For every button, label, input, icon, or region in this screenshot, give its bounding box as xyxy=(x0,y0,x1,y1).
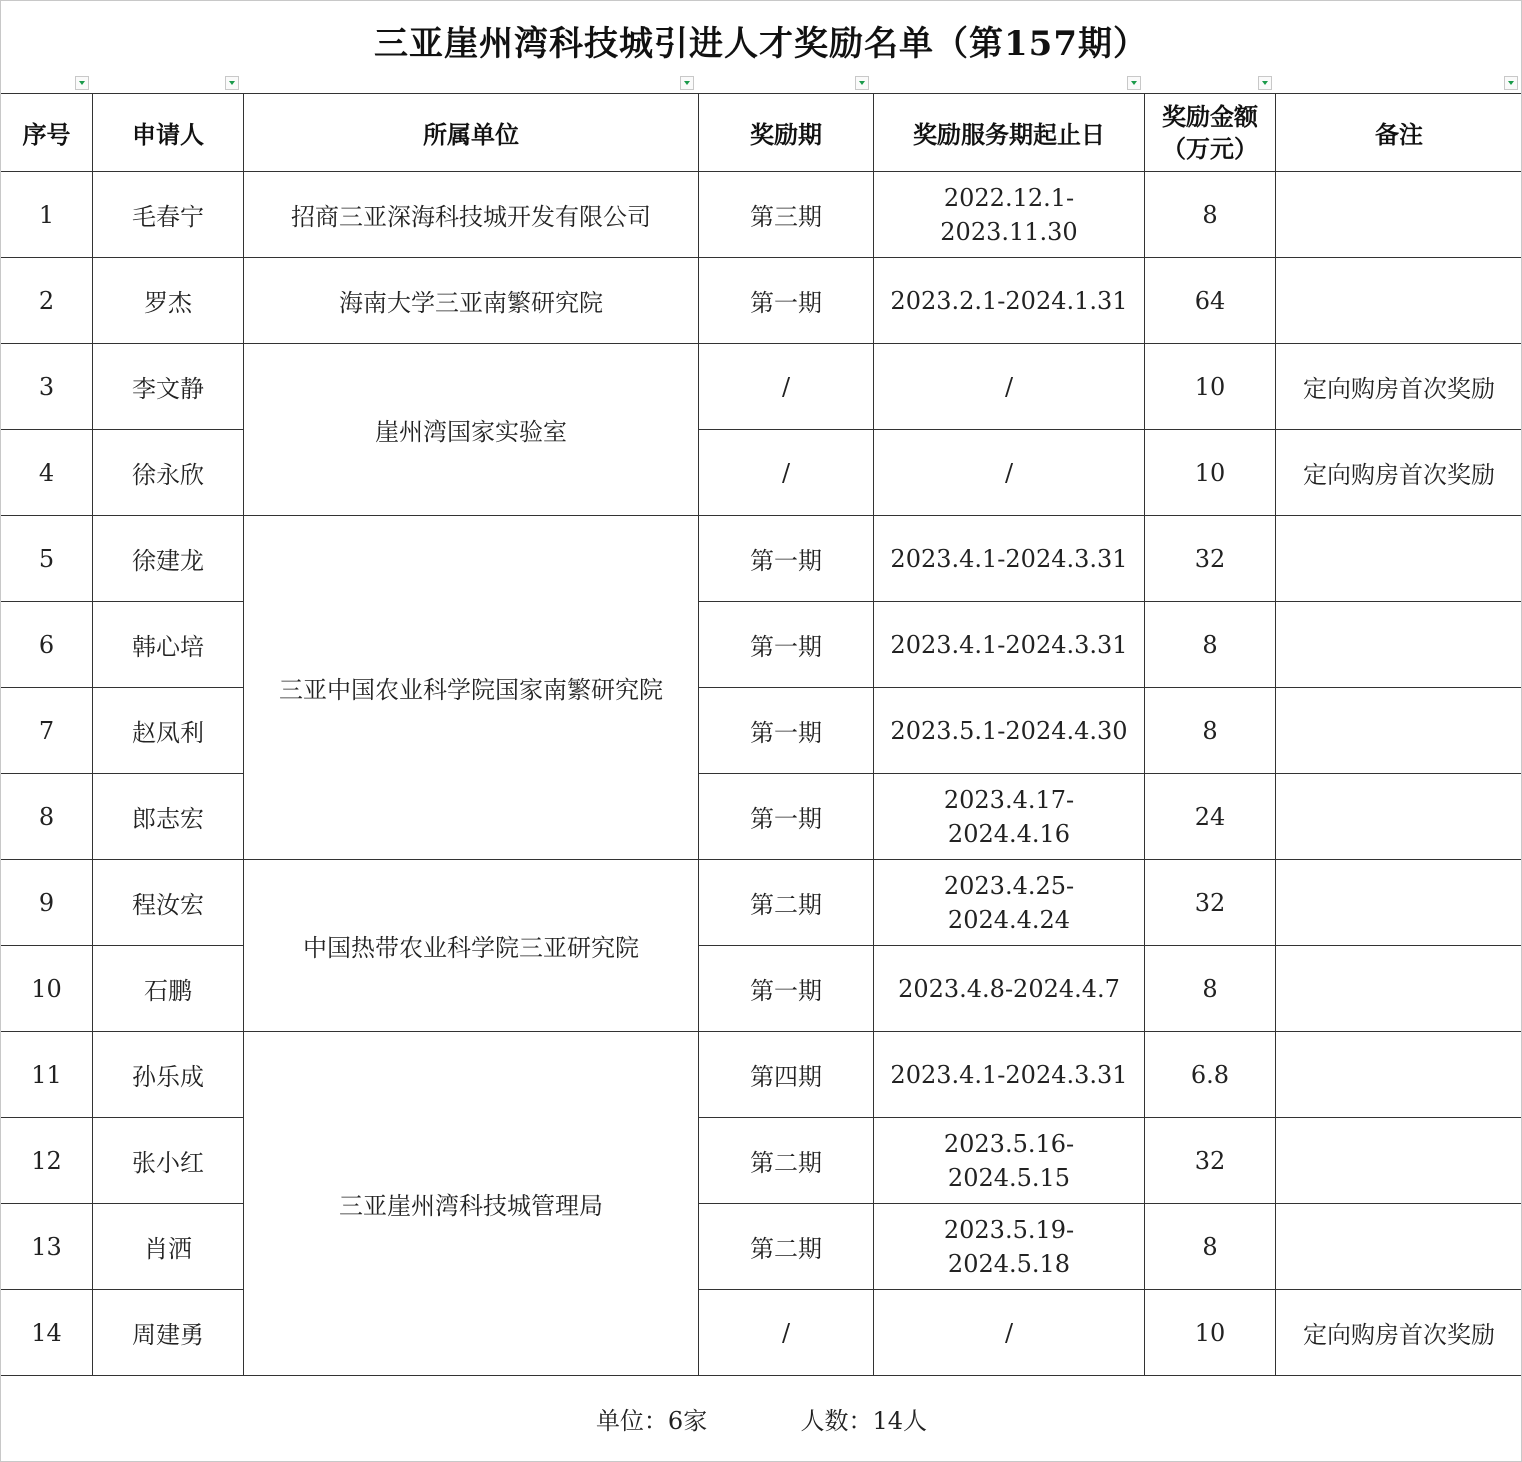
table-row xyxy=(1,602,1522,688)
header-no[interactable]: 序号 xyxy=(1,94,93,172)
cell-service-dates[interactable]: 2023.4.1-2024.3.31 xyxy=(874,516,1145,602)
header-amount-line1: 奖励金额 xyxy=(1162,101,1258,131)
date-line: 2022.12.1- xyxy=(943,183,1075,212)
cell-remark[interactable]: 定向购房首次奖励 xyxy=(1276,1290,1522,1376)
cell-no[interactable]: 9 xyxy=(1,860,93,946)
header-unit[interactable]: 所属单位 xyxy=(244,94,699,172)
cell-period[interactable]: / xyxy=(699,430,874,516)
cell-service-dates[interactable] xyxy=(874,172,1145,258)
filter-dropdown-icon[interactable] xyxy=(75,76,89,90)
header-row xyxy=(1,94,1522,172)
cell-period[interactable]: 第一期 xyxy=(699,946,874,1032)
cell-amount[interactable]: 32 xyxy=(1145,1118,1276,1204)
cell-no[interactable]: 3 xyxy=(1,344,93,430)
table-row xyxy=(1,774,1522,860)
table-row xyxy=(1,344,1522,430)
date-line: 2023.4.17- xyxy=(943,785,1075,814)
table-row xyxy=(1,1204,1522,1290)
cell-remark[interactable] xyxy=(1276,258,1522,344)
cell-service-dates[interactable]: / xyxy=(874,344,1145,430)
table-row xyxy=(1,516,1522,602)
cell-amount[interactable]: 8 xyxy=(1145,1204,1276,1290)
cell-remark[interactable]: 定向购房首次奖励 xyxy=(1276,344,1522,430)
cell-remark[interactable] xyxy=(1276,1118,1522,1204)
cell-service-dates[interactable]: / xyxy=(874,430,1145,516)
filter-dropdown-icon[interactable] xyxy=(1504,76,1518,90)
cell-unit[interactable]: 海南大学三亚南繁研究院 xyxy=(244,258,699,344)
cell-applicant[interactable]: 徐永欣 xyxy=(93,430,244,516)
header-period[interactable]: 奖励期 xyxy=(699,94,874,172)
header-applicant[interactable]: 申请人 xyxy=(93,94,244,172)
award-table xyxy=(0,93,1522,1462)
cell-remark[interactable] xyxy=(1276,516,1522,602)
cell-unit[interactable]: 崖州湾国家实验室 xyxy=(244,344,699,516)
cell-unit[interactable]: 中国热带农业科学院三亚研究院 xyxy=(244,860,699,1032)
cell-no[interactable]: 8 xyxy=(1,774,93,860)
cell-period[interactable]: 第二期 xyxy=(699,1118,874,1204)
cell-remark[interactable]: 定向购房首次奖励 xyxy=(1276,430,1522,516)
cell-remark[interactable] xyxy=(1276,172,1522,258)
date-line: 2024.5.15 xyxy=(947,1163,1071,1192)
cell-applicant[interactable]: 程汝宏 xyxy=(93,860,244,946)
footer-row xyxy=(1,1376,1522,1462)
cell-no[interactable]: 4 xyxy=(1,430,93,516)
cell-amount[interactable]: 10 xyxy=(1145,344,1276,430)
date-line: 2023.11.30 xyxy=(940,217,1078,246)
unit-count: 单位：6家 xyxy=(595,1407,708,1435)
cell-unit[interactable]: 三亚崖州湾科技城管理局 xyxy=(244,1032,699,1376)
cell-service-dates[interactable]: 2023.5.1-2024.4.30 xyxy=(874,688,1145,774)
cell-service-dates[interactable] xyxy=(874,860,1145,946)
cell-no[interactable]: 5 xyxy=(1,516,93,602)
filter-dropdown-icon[interactable] xyxy=(680,76,694,90)
cell-applicant[interactable]: 周建勇 xyxy=(93,1290,244,1376)
cell-applicant[interactable]: 张小红 xyxy=(93,1118,244,1204)
cell-period[interactable]: 第一期 xyxy=(699,602,874,688)
date-line: 2023.5.16- xyxy=(943,1129,1075,1158)
cell-no[interactable]: 10 xyxy=(1,946,93,1032)
header-amount-line2: （万元） xyxy=(1162,133,1258,163)
filter-dropdown-icon[interactable] xyxy=(855,76,869,90)
cell-no[interactable]: 14 xyxy=(1,1290,93,1376)
cell-unit[interactable]: 招商三亚深海科技城开发有限公司 xyxy=(244,172,699,258)
cell-period[interactable]: / xyxy=(699,344,874,430)
cell-no[interactable]: 6 xyxy=(1,602,93,688)
cell-applicant[interactable]: 孙乐成 xyxy=(93,1032,244,1118)
cell-amount[interactable]: 32 xyxy=(1145,516,1276,602)
cell-amount[interactable]: 10 xyxy=(1145,1290,1276,1376)
date-line: 2024.4.16 xyxy=(947,819,1071,848)
cell-applicant[interactable]: 石鹏 xyxy=(93,946,244,1032)
cell-amount[interactable]: 64 xyxy=(1145,258,1276,344)
cell-applicant[interactable]: 李文静 xyxy=(93,344,244,430)
cell-no[interactable]: 1 xyxy=(1,172,93,258)
table-row xyxy=(1,430,1522,516)
cell-remark[interactable] xyxy=(1276,774,1522,860)
cell-no[interactable]: 7 xyxy=(1,688,93,774)
table-row xyxy=(1,860,1522,946)
table-row xyxy=(1,688,1522,774)
cell-service-dates[interactable]: 2023.4.1-2024.3.31 xyxy=(874,602,1145,688)
cell-applicant[interactable]: 徐建龙 xyxy=(93,516,244,602)
table-row xyxy=(1,1118,1522,1204)
table-row xyxy=(1,946,1522,1032)
cell-service-dates[interactable] xyxy=(874,1204,1145,1290)
cell-applicant[interactable]: 毛春宁 xyxy=(93,172,244,258)
cell-period[interactable]: 第二期 xyxy=(699,860,874,946)
cell-period[interactable]: 第一期 xyxy=(699,774,874,860)
header-amount[interactable] xyxy=(1145,94,1276,172)
cell-applicant[interactable]: 肖洒 xyxy=(93,1204,244,1290)
filter-dropdown-icon[interactable] xyxy=(1127,76,1141,90)
cell-period[interactable]: 第一期 xyxy=(699,516,874,602)
cell-applicant[interactable]: 罗杰 xyxy=(93,258,244,344)
cell-period[interactable]: 第二期 xyxy=(699,1204,874,1290)
cell-no[interactable]: 12 xyxy=(1,1118,93,1204)
cell-service-dates[interactable] xyxy=(874,1118,1145,1204)
cell-service-dates[interactable]: 2023.4.1-2024.3.31 xyxy=(874,1032,1145,1118)
table-row xyxy=(1,1290,1522,1376)
cell-amount[interactable]: 8 xyxy=(1145,688,1276,774)
cell-remark[interactable] xyxy=(1276,946,1522,1032)
cell-amount[interactable]: 6.8 xyxy=(1145,1032,1276,1118)
date-line: 2023.5.19- xyxy=(943,1215,1075,1244)
summary-cell[interactable] xyxy=(1,1376,1522,1462)
filter-dropdown-icon[interactable] xyxy=(225,76,239,90)
cell-amount[interactable]: 8 xyxy=(1145,602,1276,688)
header-remark[interactable]: 备注 xyxy=(1276,94,1522,172)
cell-applicant[interactable]: 韩心培 xyxy=(93,602,244,688)
people-count: 人数：14人 xyxy=(800,1407,928,1435)
cell-amount[interactable]: 8 xyxy=(1145,172,1276,258)
table-row xyxy=(1,258,1522,344)
cell-remark[interactable] xyxy=(1276,1204,1522,1290)
cell-period[interactable]: 第三期 xyxy=(699,172,874,258)
cell-unit[interactable]: 三亚中国农业科学院国家南繁研究院 xyxy=(244,516,699,860)
cell-period[interactable]: / xyxy=(699,1290,874,1376)
cell-no[interactable]: 2 xyxy=(1,258,93,344)
cell-service-dates[interactable]: 2023.2.1-2024.1.31 xyxy=(874,258,1145,344)
cell-service-dates[interactable]: 2023.4.8-2024.4.7 xyxy=(874,946,1145,1032)
date-line: 2024.5.18 xyxy=(947,1249,1071,1278)
date-line: 2023.4.25- xyxy=(943,871,1075,900)
cell-no[interactable]: 13 xyxy=(1,1204,93,1290)
date-line: 2024.4.24 xyxy=(947,905,1071,934)
cell-amount[interactable]: 10 xyxy=(1145,430,1276,516)
cell-amount[interactable]: 32 xyxy=(1145,860,1276,946)
table-row xyxy=(1,1032,1522,1118)
header-service-dates[interactable]: 奖励服务期起止日 xyxy=(874,94,1145,172)
cell-amount[interactable]: 24 xyxy=(1145,774,1276,860)
cell-service-dates[interactable]: / xyxy=(874,1290,1145,1376)
cell-service-dates[interactable] xyxy=(874,774,1145,860)
table-row xyxy=(1,172,1522,258)
cell-period[interactable]: 第一期 xyxy=(699,688,874,774)
cell-remark[interactable] xyxy=(1276,860,1522,946)
cell-no[interactable]: 11 xyxy=(1,1032,93,1118)
cell-period[interactable]: 第一期 xyxy=(699,258,874,344)
cell-remark[interactable] xyxy=(1276,1032,1522,1118)
cell-applicant[interactable]: 郎志宏 xyxy=(93,774,244,860)
filter-dropdown-icon[interactable] xyxy=(1258,76,1272,90)
cell-applicant[interactable]: 赵凤利 xyxy=(93,688,244,774)
cell-remark[interactable] xyxy=(1276,602,1522,688)
cell-period[interactable]: 第四期 xyxy=(699,1032,874,1118)
cell-amount[interactable]: 8 xyxy=(1145,946,1276,1032)
cell-remark[interactable] xyxy=(1276,688,1522,774)
sheet-title: 三亚崖州湾科技城引进人才奖励名单（第157期） xyxy=(374,23,1148,64)
